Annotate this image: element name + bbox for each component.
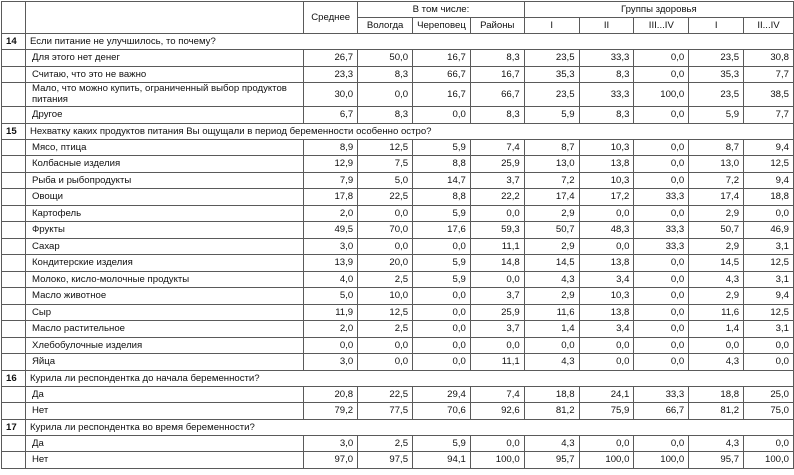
- value-cell: 33,3: [579, 83, 634, 107]
- row-number-cell: [2, 271, 26, 288]
- value-cell: 0,0: [634, 337, 689, 354]
- value-cell: 11,6: [524, 304, 579, 321]
- value-cell: 14,5: [689, 255, 744, 272]
- value-cell: 0,0: [579, 205, 634, 222]
- row-number-cell: [2, 205, 26, 222]
- value-cell: 16,7: [413, 83, 471, 107]
- table-row: [2, 50, 794, 67]
- value-cell: 7,7: [744, 66, 794, 83]
- value-cell: 9,4: [744, 288, 794, 305]
- value-cell: 2,5: [358, 271, 413, 288]
- value-cell: 5,0: [358, 172, 413, 189]
- value-cell: 7,5: [358, 156, 413, 173]
- value-cell: 5,9: [413, 255, 471, 272]
- section-header-row: [2, 34, 794, 50]
- table-row: [2, 205, 794, 222]
- table-row: [2, 304, 794, 321]
- value-cell: 0,0: [413, 304, 471, 321]
- value-cell: 3,0: [304, 354, 358, 371]
- value-cell: 11,9: [304, 304, 358, 321]
- row-label: Мясо, птица: [25, 139, 303, 156]
- question-text: Курила ли респондентка во время беременности?: [25, 419, 793, 435]
- question-number: 14: [2, 34, 26, 50]
- table-body: [2, 34, 794, 469]
- header-group-2-4: II...IV: [744, 18, 794, 34]
- value-cell: 81,2: [524, 403, 579, 420]
- value-cell: 0,0: [413, 321, 471, 338]
- value-cell: 0,0: [634, 139, 689, 156]
- value-cell: 2,9: [524, 288, 579, 305]
- header-average: Среднее: [304, 2, 358, 34]
- value-cell: 48,3: [579, 222, 634, 239]
- value-cell: 50,7: [524, 222, 579, 239]
- row-number-cell: [2, 255, 26, 272]
- value-cell: 3,1: [744, 321, 794, 338]
- value-cell: 26,7: [304, 50, 358, 67]
- value-cell: 14,7: [413, 172, 471, 189]
- value-cell: 3,7: [470, 321, 524, 338]
- value-cell: 0,0: [634, 156, 689, 173]
- value-cell: 23,3: [304, 66, 358, 83]
- value-cell: 7,2: [524, 172, 579, 189]
- value-cell: 70,6: [413, 403, 471, 420]
- value-cell: 17,4: [689, 189, 744, 206]
- value-cell: 0,0: [634, 255, 689, 272]
- value-cell: 0,0: [744, 354, 794, 371]
- row-number-cell: [2, 172, 26, 189]
- value-cell: 33,3: [634, 222, 689, 239]
- row-label: Мало, что можно купить, ограниченный выбор продуктов питания: [25, 83, 303, 107]
- row-number-cell: [2, 139, 26, 156]
- row-label: Яйца: [25, 354, 303, 371]
- value-cell: 16,7: [470, 66, 524, 83]
- value-cell: 38,5: [744, 83, 794, 107]
- value-cell: 79,2: [304, 403, 358, 420]
- question-text: Если питание не улучшилось, то почему?: [25, 34, 793, 50]
- row-number-cell: [2, 66, 26, 83]
- value-cell: 8,3: [358, 107, 413, 124]
- row-label: Считаю, что это не важно: [25, 66, 303, 83]
- table-row: [2, 288, 794, 305]
- survey-table: [1, 1, 794, 469]
- value-cell: 33,3: [634, 386, 689, 403]
- value-cell: 23,5: [524, 83, 579, 107]
- value-cell: 0,0: [744, 205, 794, 222]
- value-cell: 0,0: [634, 172, 689, 189]
- row-label: Колбасные изделия: [25, 156, 303, 173]
- value-cell: 2,9: [689, 205, 744, 222]
- value-cell: 7,2: [689, 172, 744, 189]
- header-group-1b: I: [689, 18, 744, 34]
- value-cell: 10,0: [358, 288, 413, 305]
- value-cell: 0,0: [634, 304, 689, 321]
- value-cell: 29,4: [413, 386, 471, 403]
- value-cell: 0,0: [470, 337, 524, 354]
- table-row: [2, 139, 794, 156]
- value-cell: 2,9: [689, 238, 744, 255]
- row-label: Другое: [25, 107, 303, 124]
- table-row: [2, 271, 794, 288]
- value-cell: 9,4: [744, 172, 794, 189]
- question-number: 15: [2, 123, 26, 139]
- value-cell: 8,3: [579, 107, 634, 124]
- value-cell: 23,5: [689, 50, 744, 67]
- row-label: Для этого нет денег: [25, 50, 303, 67]
- value-cell: 8,3: [358, 66, 413, 83]
- value-cell: 75,0: [744, 403, 794, 420]
- value-cell: 3,1: [744, 238, 794, 255]
- row-label: Масло животное: [25, 288, 303, 305]
- row-label: Хлебобулочные изделия: [25, 337, 303, 354]
- value-cell: 77,5: [358, 403, 413, 420]
- value-cell: 4,3: [689, 435, 744, 452]
- row-number-cell: [2, 83, 26, 107]
- value-cell: 5,9: [524, 107, 579, 124]
- value-cell: 5,9: [413, 271, 471, 288]
- value-cell: 0,0: [634, 271, 689, 288]
- value-cell: 7,9: [304, 172, 358, 189]
- table-row: [2, 172, 794, 189]
- value-cell: 0,0: [634, 66, 689, 83]
- row-number-cell: [2, 435, 26, 452]
- table-row: [2, 337, 794, 354]
- row-label: Нет: [25, 403, 303, 420]
- value-cell: 7,4: [470, 386, 524, 403]
- value-cell: 8,8: [413, 189, 471, 206]
- table-row: [2, 238, 794, 255]
- value-cell: 16,7: [413, 50, 471, 67]
- value-cell: 33,3: [634, 189, 689, 206]
- value-cell: 0,0: [413, 288, 471, 305]
- value-cell: 100,0: [744, 452, 794, 469]
- value-cell: 14,5: [524, 255, 579, 272]
- value-cell: 0,0: [470, 205, 524, 222]
- value-cell: 9,4: [744, 139, 794, 156]
- table-row: [2, 435, 794, 452]
- value-cell: 22,2: [470, 189, 524, 206]
- value-cell: 0,0: [470, 435, 524, 452]
- value-cell: 11,1: [470, 238, 524, 255]
- value-cell: 4,3: [689, 354, 744, 371]
- value-cell: 12,5: [744, 255, 794, 272]
- value-cell: 70,0: [358, 222, 413, 239]
- header-group-1: I: [524, 18, 579, 34]
- row-label: Нет: [25, 452, 303, 469]
- table-row: [2, 156, 794, 173]
- value-cell: 0,0: [358, 83, 413, 107]
- value-cell: 50,0: [358, 50, 413, 67]
- row-label: Масло растительное: [25, 321, 303, 338]
- row-number-cell: [2, 321, 26, 338]
- value-cell: 4,3: [524, 271, 579, 288]
- value-cell: 5,9: [689, 107, 744, 124]
- table-row: [2, 189, 794, 206]
- row-number-cell: [2, 354, 26, 371]
- value-cell: 17,2: [579, 189, 634, 206]
- row-number-cell: [2, 304, 26, 321]
- section-header-row: [2, 419, 794, 435]
- value-cell: 10,3: [579, 172, 634, 189]
- value-cell: 11,6: [689, 304, 744, 321]
- row-number-cell: [2, 403, 26, 420]
- question-number: 17: [2, 419, 26, 435]
- value-cell: 0,0: [579, 337, 634, 354]
- value-cell: 5,0: [304, 288, 358, 305]
- row-number-cell: [2, 189, 26, 206]
- question-number: 16: [2, 370, 26, 386]
- value-cell: 97,5: [358, 452, 413, 469]
- value-cell: 0,0: [579, 435, 634, 452]
- value-cell: 10,3: [579, 288, 634, 305]
- value-cell: 0,0: [413, 354, 471, 371]
- table-row: [2, 354, 794, 371]
- value-cell: 8,7: [689, 139, 744, 156]
- value-cell: 94,1: [413, 452, 471, 469]
- value-cell: 1,4: [524, 321, 579, 338]
- value-cell: 100,0: [579, 452, 634, 469]
- table-row: [2, 222, 794, 239]
- value-cell: 18,8: [689, 386, 744, 403]
- table-row: [2, 255, 794, 272]
- value-cell: 5,9: [413, 435, 471, 452]
- value-cell: 0,0: [470, 271, 524, 288]
- value-cell: 22,5: [358, 189, 413, 206]
- value-cell: 33,3: [579, 50, 634, 67]
- value-cell: 25,9: [470, 156, 524, 173]
- header-blank-label: [25, 2, 303, 34]
- value-cell: 17,4: [524, 189, 579, 206]
- value-cell: 10,3: [579, 139, 634, 156]
- value-cell: 0,0: [358, 354, 413, 371]
- value-cell: 20,8: [304, 386, 358, 403]
- row-number-cell: [2, 386, 26, 403]
- table-row: [2, 321, 794, 338]
- value-cell: 66,7: [470, 83, 524, 107]
- value-cell: 13,9: [304, 255, 358, 272]
- value-cell: 2,9: [524, 205, 579, 222]
- value-cell: 12,5: [358, 304, 413, 321]
- header-group-3-4: III...IV: [634, 18, 689, 34]
- value-cell: 59,3: [470, 222, 524, 239]
- value-cell: 13,8: [579, 304, 634, 321]
- value-cell: 0,0: [744, 337, 794, 354]
- value-cell: 0,0: [689, 337, 744, 354]
- value-cell: 12,5: [358, 139, 413, 156]
- value-cell: 0,0: [634, 321, 689, 338]
- value-cell: 20,0: [358, 255, 413, 272]
- value-cell: 95,7: [524, 452, 579, 469]
- value-cell: 0,0: [634, 107, 689, 124]
- header-group-2: II: [579, 18, 634, 34]
- value-cell: 4,0: [304, 271, 358, 288]
- value-cell: 12,5: [744, 156, 794, 173]
- value-cell: 0,0: [634, 205, 689, 222]
- value-cell: 30,8: [744, 50, 794, 67]
- header-health-groups: Группы здоровья: [524, 2, 793, 18]
- value-cell: 8,9: [304, 139, 358, 156]
- row-label: Да: [25, 386, 303, 403]
- row-label: Да: [25, 435, 303, 452]
- row-label: Картофель: [25, 205, 303, 222]
- question-text: Курила ли респондентка до начала беременности?: [25, 370, 793, 386]
- value-cell: 25,0: [744, 386, 794, 403]
- value-cell: 0,0: [579, 354, 634, 371]
- header-blank-number: [2, 2, 26, 34]
- row-number-cell: [2, 222, 26, 239]
- value-cell: 8,7: [524, 139, 579, 156]
- value-cell: 0,0: [358, 337, 413, 354]
- row-number-cell: [2, 337, 26, 354]
- value-cell: 23,5: [689, 83, 744, 107]
- question-text: Нехватку каких продуктов питания Вы ощущали в период беременности особенно остро?: [25, 123, 793, 139]
- value-cell: 0,0: [358, 205, 413, 222]
- value-cell: 0,0: [634, 354, 689, 371]
- value-cell: 50,7: [689, 222, 744, 239]
- row-number-cell: [2, 50, 26, 67]
- value-cell: 25,9: [470, 304, 524, 321]
- table-row: [2, 66, 794, 83]
- value-cell: 8,8: [413, 156, 471, 173]
- value-cell: 13,8: [579, 156, 634, 173]
- value-cell: 66,7: [634, 403, 689, 420]
- value-cell: 24,1: [579, 386, 634, 403]
- value-cell: 4,3: [524, 435, 579, 452]
- value-cell: 100,0: [470, 452, 524, 469]
- value-cell: 3,1: [744, 271, 794, 288]
- row-label: Кондитерские изделия: [25, 255, 303, 272]
- value-cell: 0,0: [634, 435, 689, 452]
- header-districts: Районы: [470, 18, 524, 34]
- value-cell: 3,0: [304, 238, 358, 255]
- value-cell: 100,0: [634, 83, 689, 107]
- value-cell: 3,7: [470, 172, 524, 189]
- value-cell: 23,5: [524, 50, 579, 67]
- value-cell: 5,9: [413, 205, 471, 222]
- row-label: Сыр: [25, 304, 303, 321]
- value-cell: 30,0: [304, 83, 358, 107]
- value-cell: 2,9: [689, 288, 744, 305]
- value-cell: 0,0: [634, 50, 689, 67]
- value-cell: 3,4: [579, 271, 634, 288]
- value-cell: 0,0: [413, 337, 471, 354]
- value-cell: 97,0: [304, 452, 358, 469]
- header-including: В том числе:: [358, 2, 525, 18]
- value-cell: 0,0: [524, 337, 579, 354]
- value-cell: 2,5: [358, 321, 413, 338]
- value-cell: 2,5: [358, 435, 413, 452]
- value-cell: 100,0: [634, 452, 689, 469]
- row-label: Сахар: [25, 238, 303, 255]
- value-cell: 95,7: [689, 452, 744, 469]
- value-cell: 18,8: [744, 189, 794, 206]
- table-row: [2, 83, 794, 107]
- value-cell: 12,5: [744, 304, 794, 321]
- row-number-cell: [2, 156, 26, 173]
- header-cherepovets: Череповец: [413, 18, 471, 34]
- row-label: Овощи: [25, 189, 303, 206]
- value-cell: 12,9: [304, 156, 358, 173]
- value-cell: 2,9: [524, 238, 579, 255]
- value-cell: 4,3: [689, 271, 744, 288]
- value-cell: 0,0: [413, 238, 471, 255]
- section-header-row: [2, 123, 794, 139]
- value-cell: 7,4: [470, 139, 524, 156]
- value-cell: 66,7: [413, 66, 471, 83]
- value-cell: 13,0: [689, 156, 744, 173]
- value-cell: 18,8: [524, 386, 579, 403]
- value-cell: 33,3: [634, 238, 689, 255]
- value-cell: 1,4: [689, 321, 744, 338]
- value-cell: 3,4: [579, 321, 634, 338]
- value-cell: 7,7: [744, 107, 794, 124]
- value-cell: 8,3: [470, 50, 524, 67]
- value-cell: 81,2: [689, 403, 744, 420]
- value-cell: 49,5: [304, 222, 358, 239]
- table-row: [2, 386, 794, 403]
- value-cell: 11,1: [470, 354, 524, 371]
- value-cell: 13,8: [579, 255, 634, 272]
- value-cell: 0,0: [634, 288, 689, 305]
- value-cell: 4,3: [524, 354, 579, 371]
- value-cell: 35,3: [524, 66, 579, 83]
- value-cell: 75,9: [579, 403, 634, 420]
- value-cell: 22,5: [358, 386, 413, 403]
- value-cell: 14,8: [470, 255, 524, 272]
- row-label: Молоко, кисло-молочные продукты: [25, 271, 303, 288]
- value-cell: 17,6: [413, 222, 471, 239]
- value-cell: 3,0: [304, 435, 358, 452]
- header-vologda: Вологда: [358, 18, 413, 34]
- value-cell: 3,7: [470, 288, 524, 305]
- value-cell: 0,0: [358, 238, 413, 255]
- row-number-cell: [2, 288, 26, 305]
- value-cell: 46,9: [744, 222, 794, 239]
- table-row: [2, 452, 794, 469]
- row-label: Фрукты: [25, 222, 303, 239]
- section-header-row: [2, 370, 794, 386]
- value-cell: 0,0: [579, 238, 634, 255]
- row-number-cell: [2, 107, 26, 124]
- value-cell: 8,3: [470, 107, 524, 124]
- table-row: [2, 107, 794, 124]
- value-cell: 2,0: [304, 321, 358, 338]
- value-cell: 8,3: [579, 66, 634, 83]
- row-number-cell: [2, 238, 26, 255]
- value-cell: 92,6: [470, 403, 524, 420]
- value-cell: 17,8: [304, 189, 358, 206]
- table-row: [2, 403, 794, 420]
- value-cell: 0,0: [304, 337, 358, 354]
- value-cell: 35,3: [689, 66, 744, 83]
- value-cell: 0,0: [744, 435, 794, 452]
- row-label: Рыба и рыбопродукты: [25, 172, 303, 189]
- row-number-cell: [2, 452, 26, 469]
- value-cell: 5,9: [413, 139, 471, 156]
- value-cell: 0,0: [413, 107, 471, 124]
- value-cell: 2,0: [304, 205, 358, 222]
- value-cell: 6,7: [304, 107, 358, 124]
- value-cell: 13,0: [524, 156, 579, 173]
